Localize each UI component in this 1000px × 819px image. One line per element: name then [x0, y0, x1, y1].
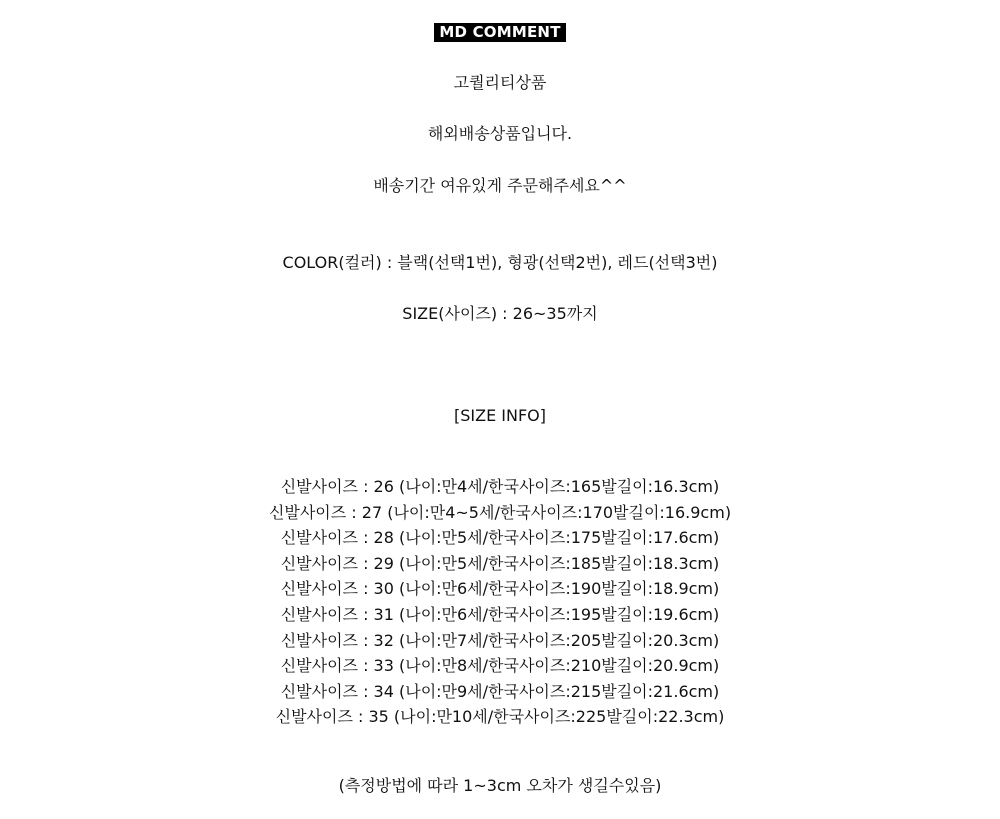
intro-overseas-shipping: 해외배송상품입니다.: [427, 124, 573, 143]
size-row: 신발사이즈 : 27 (나이:만4~5세/한국사이즈:170발길이:16.9cm): [268, 502, 732, 522]
size-row: 신발사이즈 : 29 (나이:만5세/한국사이즈:185발길이:18.3cm): [280, 553, 720, 573]
size-row: 신발사이즈 : 31 (나이:만6세/한국사이즈:195발길이:19.6cm): [280, 604, 720, 624]
size-row: 신발사이즈 : 30 (나이:만6세/한국사이즈:190발길이:18.9cm): [280, 579, 720, 599]
size-row: 신발사이즈 : 34 (나이:만9세/한국사이즈:215발길이:21.6cm): [280, 681, 720, 701]
size-row: 신발사이즈 : 28 (나이:만5세/한국사이즈:175발길이:17.6cm): [280, 528, 720, 548]
intro-shipping-notice: 배송기간 여유있게 주문해주세요^^: [373, 176, 627, 195]
intro-quality: 고퀄리티상품: [453, 73, 547, 92]
md-comment-badge: [0, 22, 1000, 42]
size-row: 신발사이즈 : 33 (나이:만8세/한국사이즈:210발길이:20.9cm): [280, 656, 720, 676]
size-range: SIZE(사이즈) : 26~35까지: [402, 304, 598, 323]
size-row: 신발사이즈 : 32 (나이:만7세/한국사이즈:205발길이:20.3cm): [280, 630, 720, 650]
color-options: COLOR(컬러) : 블랙(선택1번), 형광(선택2번), 레드(선택3번): [282, 253, 718, 272]
md-comment-label: MD COMMENT: [434, 23, 565, 42]
size-info-list: [0, 476, 1000, 732]
measurement-note: (측정방법에 따라 1~3cm 오차가 생길수있음): [338, 776, 662, 795]
size-row: 신발사이즈 : 35 (나이:만10세/한국사이즈:225발길이:22.3cm): [275, 707, 725, 727]
size-row: 신발사이즈 : 26 (나이:만4세/한국사이즈:165발길이:16.3cm): [280, 477, 720, 496]
size-info-title: [SIZE INFO]: [454, 406, 546, 425]
